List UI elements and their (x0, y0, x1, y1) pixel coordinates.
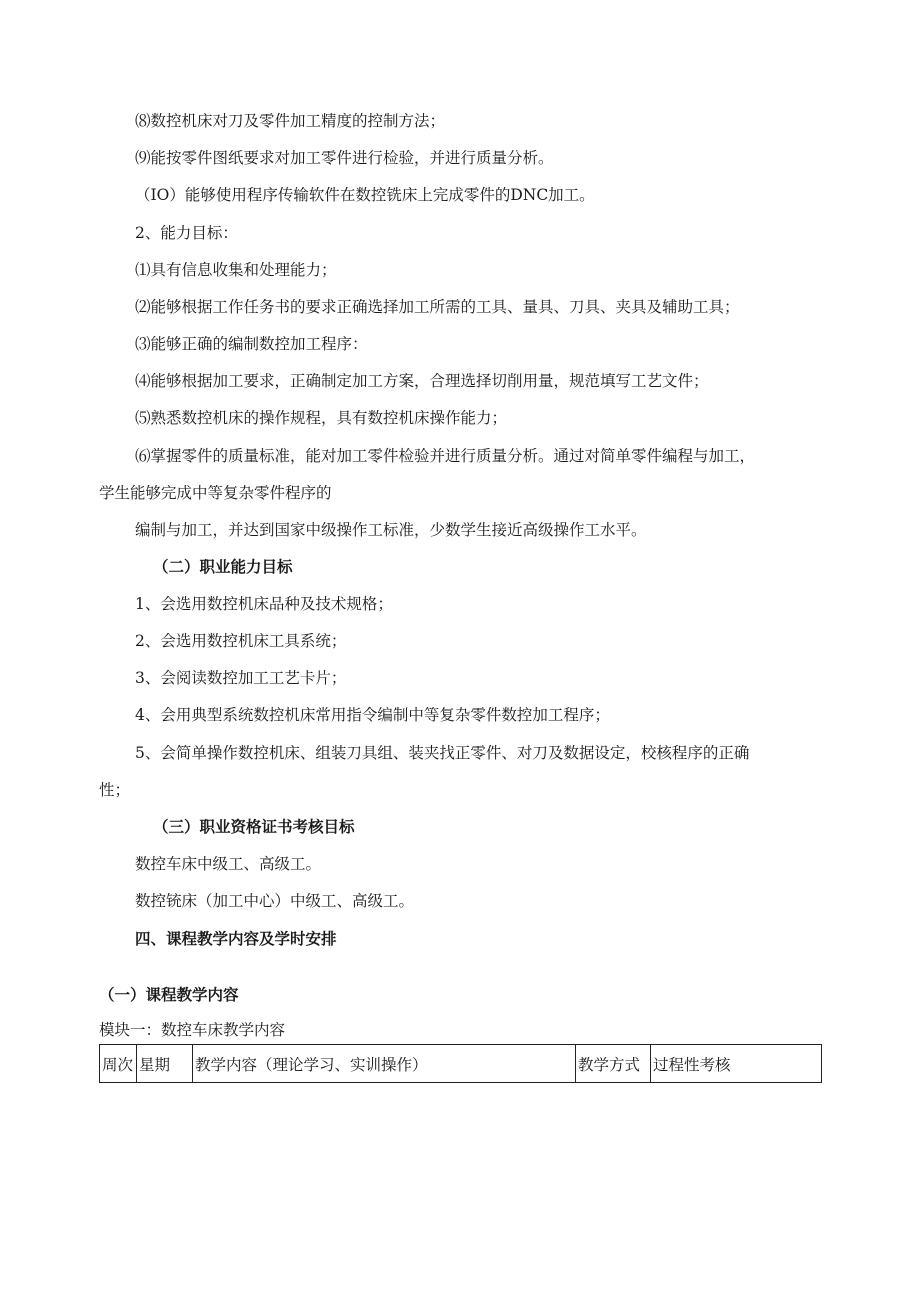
header-week: 周次 (100, 1045, 137, 1083)
vocational-item-1: 1、会选用数控机床品种及技术规格； (135, 595, 393, 613)
table-header-row (100, 1045, 822, 1083)
ability-item-1: ⑴具有信息收集和处理能力； (135, 261, 337, 279)
module-title: 模块一：数控车床教学内容 (99, 1021, 286, 1039)
header-process-assessment: 过程性考核 (651, 1045, 822, 1083)
header-teaching-content: 教学内容（理论学习、实训操作） (193, 1045, 576, 1083)
ability-item-6-line-2: 学生能够完成中等复杂零件程序的 (99, 484, 332, 502)
knowledge-item-10: （IO）能够使用程序传输软件在数控铣床上完成零件的DNC加工。 (135, 186, 595, 204)
certificate-item-1: 数控车床中级工、高级工。 (135, 855, 322, 873)
vocational-item-3: 3、会阅读数控加工工艺卡片； (135, 669, 347, 687)
ability-item-4: ⑷能够根据加工要求，正确制定加工方案，合理选择切削用量，规范填写工艺文件； (135, 372, 709, 390)
course-content-table (99, 1044, 822, 1083)
header-weekday: 星期 (137, 1045, 193, 1083)
vocational-ability-heading: （二）职业能力目标 (153, 558, 293, 576)
ability-goals-heading: 2、能力目标： (135, 224, 238, 242)
certificate-item-2: 数控铳床（加工中心）中级工、高级工。 (135, 892, 415, 910)
section-4-subheading: （一）课程教学内容 (99, 986, 239, 1004)
ability-item-5: ⑸熟悉数控机床的操作规程，具有数控机床操作能力； (135, 409, 508, 427)
ability-item-2: ⑵能够根据工作任务书的要求正确选择加工所需的工具、量具、刀具、夹具及辅助工具； (135, 298, 740, 316)
vocational-item-5-line-2: 性； (99, 781, 131, 799)
certificate-heading: （三）职业资格证书考核目标 (153, 818, 355, 836)
ability-item-6-line-1: ⑹掌握零件的质量标准，能对加工零件检验并进行质量分析。通过对简单零件编程与加工， (135, 447, 756, 465)
ability-item-6-line-3: 编制与加工，并达到国家中级操作工标准，少数学生接近高级操作工水平。 (135, 521, 647, 539)
knowledge-item-8: ⑻数控机床对刀及零件加工精度的控制方法； (135, 112, 446, 130)
ability-item-3: ⑶能够正确的编制数控加工程序： (135, 335, 368, 353)
knowledge-item-9: ⑼能按零件图纸要求对加工零件进行检验，并进行质量分析。 (135, 149, 554, 167)
vocational-item-5-line-1: 5、会简单操作数控机床、组装刀具组、装夹找正零件、对刀及数据设定，校核程序的正确 (135, 744, 750, 762)
vocational-item-4: 4、会用典型系统数控机床常用指令编制中等复杂零件数控加工程序； (135, 706, 610, 724)
vocational-item-2: 2、会选用数控机床工具系统； (135, 632, 347, 650)
section-4-heading: 四、课程教学内容及学时安排 (135, 930, 337, 948)
header-teaching-method: 教学方式 (576, 1045, 651, 1083)
